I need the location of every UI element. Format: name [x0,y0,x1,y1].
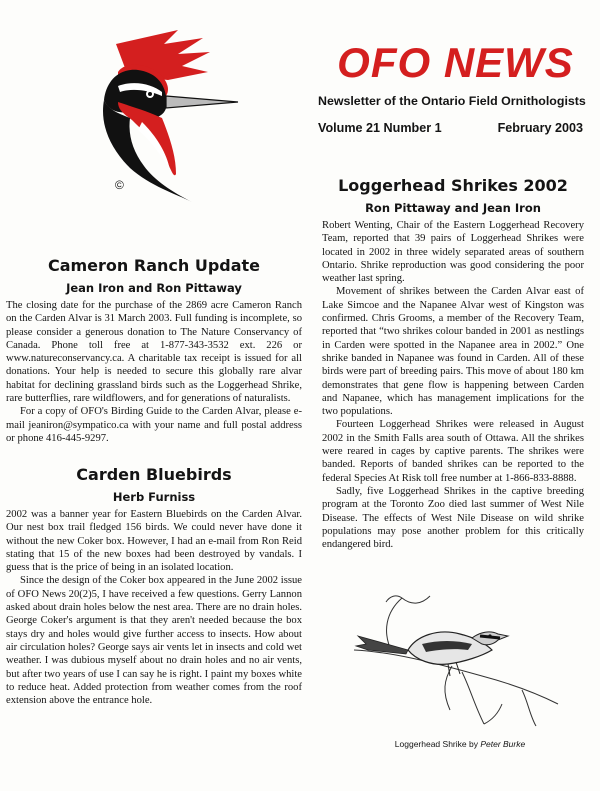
caption-prefix: Loggerhead Shrike by [394,739,478,749]
caption-artist: Peter Burke [480,739,526,749]
volume-number: Volume 21 Number 1 [318,121,442,135]
article-paragraph: The closing date for the purchase of the 2869 acre Cameron Ranch on the Carden Alvar is 31 March 2003. Full funding is incomplete, so please consider a generous donation to The Nature Conservancy of Canada. Phone toll free at 1-877-343-3532 ext. 226 or www.natureconservancy.ca. A charitable tax receipt is issued for all donations. Your help is needed to secure this globally rare alvar habitat for declining grassland birds such as the Loggerhead Shrike, rare butterflies, rare wildflowers, and for generations of naturalists. [6,300,302,405]
masthead-subtitle: Newsletter of the Ontario Field Ornithologists [318,94,586,108]
copyright-mark: © [115,178,124,192]
article-paragraph: Sadly, five Loggerhead Shrikes in the captive breeding program at the Toronto Zoo died last summer of West Nile Disease. The effects of West Nile Disease on wild shrike populations may pose another problem for this critically endangered bird. [322,485,584,551]
article-shrikes [322,176,584,551]
article-title: Carden Bluebirds [76,465,232,484]
masthead-title: OFO NEWS [337,39,574,86]
article-title: Loggerhead Shrikes 2002 [338,176,568,195]
article-byline: Jean Iron and Ron Pittaway [66,281,242,295]
article-paragraph: Fourteen Loggerhead Shrikes were released in August 2002 in the Smith Falls area south of Ottawa. All the shrikes were reared in cages by captive parents. The shrikes were banded. Reports of banded shrikes can be reported to the federal Species At Risk toll free number at 1-866-833-8888. [322,419,584,484]
article-title: Cameron Ranch Update [47,256,261,275]
article-paragraph: Since the design of the Coker box appeared in the June 2002 issue of OFO News 20(2)5, I have received a few questions. Gerry Lannon asked about drain holes below the nest area. There are no drain holes. George Coker's argument is that they aren't needed because the box stays dry and holes would give further access to insects. How about air circulation holes? George says air vents let in insects and cold wet weather. I was dubious myself about no drain holes and no air vents, but after two years of use I can say he is right. I paint my boxes white to reduce heat. Added protection from weather comes from the roof extension above the entrance hole. [6,575,302,707]
article-paragraph: Robert Wenting, Chair of the Eastern Loggerhead Recovery Team, reported that 39 pairs of Loggerhead Shrikes were located in 2002 in three widely separated areas of southern Ontario. Shrike reproduction was good considering the poor weather last spring. [322,220,584,285]
article-paragraph: Movement of shrikes between the Carden Alvar east of Lake Simcoe and the Napanee Alvar west of Kingston was confirmed. Chris Grooms, a member of the Recovery Team, reported that “two shrikes colour banded in 2001 as nestlings in Carden were spotted in the Napanee area in 2002.” One shrike banded in Napanee was found in Carden. All of these birds were part of breeding pairs. This move of about 180 km demonstrates that gene flow is happening between Carden and Napanee, which has management implications for the two populations. [322,286,584,418]
article-byline: Herb Furniss [112,490,196,504]
article-paragraph: For a copy of OFO's Birding Guide to the Carden Alvar, please e-mail jeaniron@sympatico.ca with your name and full postal address or phone 416-445-9297. [6,406,302,444]
article-cameron [6,256,302,445]
article-bluebirds [6,465,302,707]
issue-line [318,121,583,135]
illustration-caption [360,739,560,749]
article-byline: Ron Pittaway and Jean Iron [365,201,541,215]
loggerhead-shrike-illustration [352,592,562,732]
masthead [318,39,586,135]
issue-date: February 2003 [497,121,583,135]
ofo-woodpecker-logo [58,22,258,207]
article-paragraph: 2002 was a banner year for Eastern Bluebirds on the Carden Alvar. Our nest box trail fledged 156 birds. We could never have done it without the new Coker box. However, I had an e-mail from Ron Reid stating that 15 of the new boxes had been destroyed by vandals. I guess that is the price of being in an isolated location. [6,509,302,574]
